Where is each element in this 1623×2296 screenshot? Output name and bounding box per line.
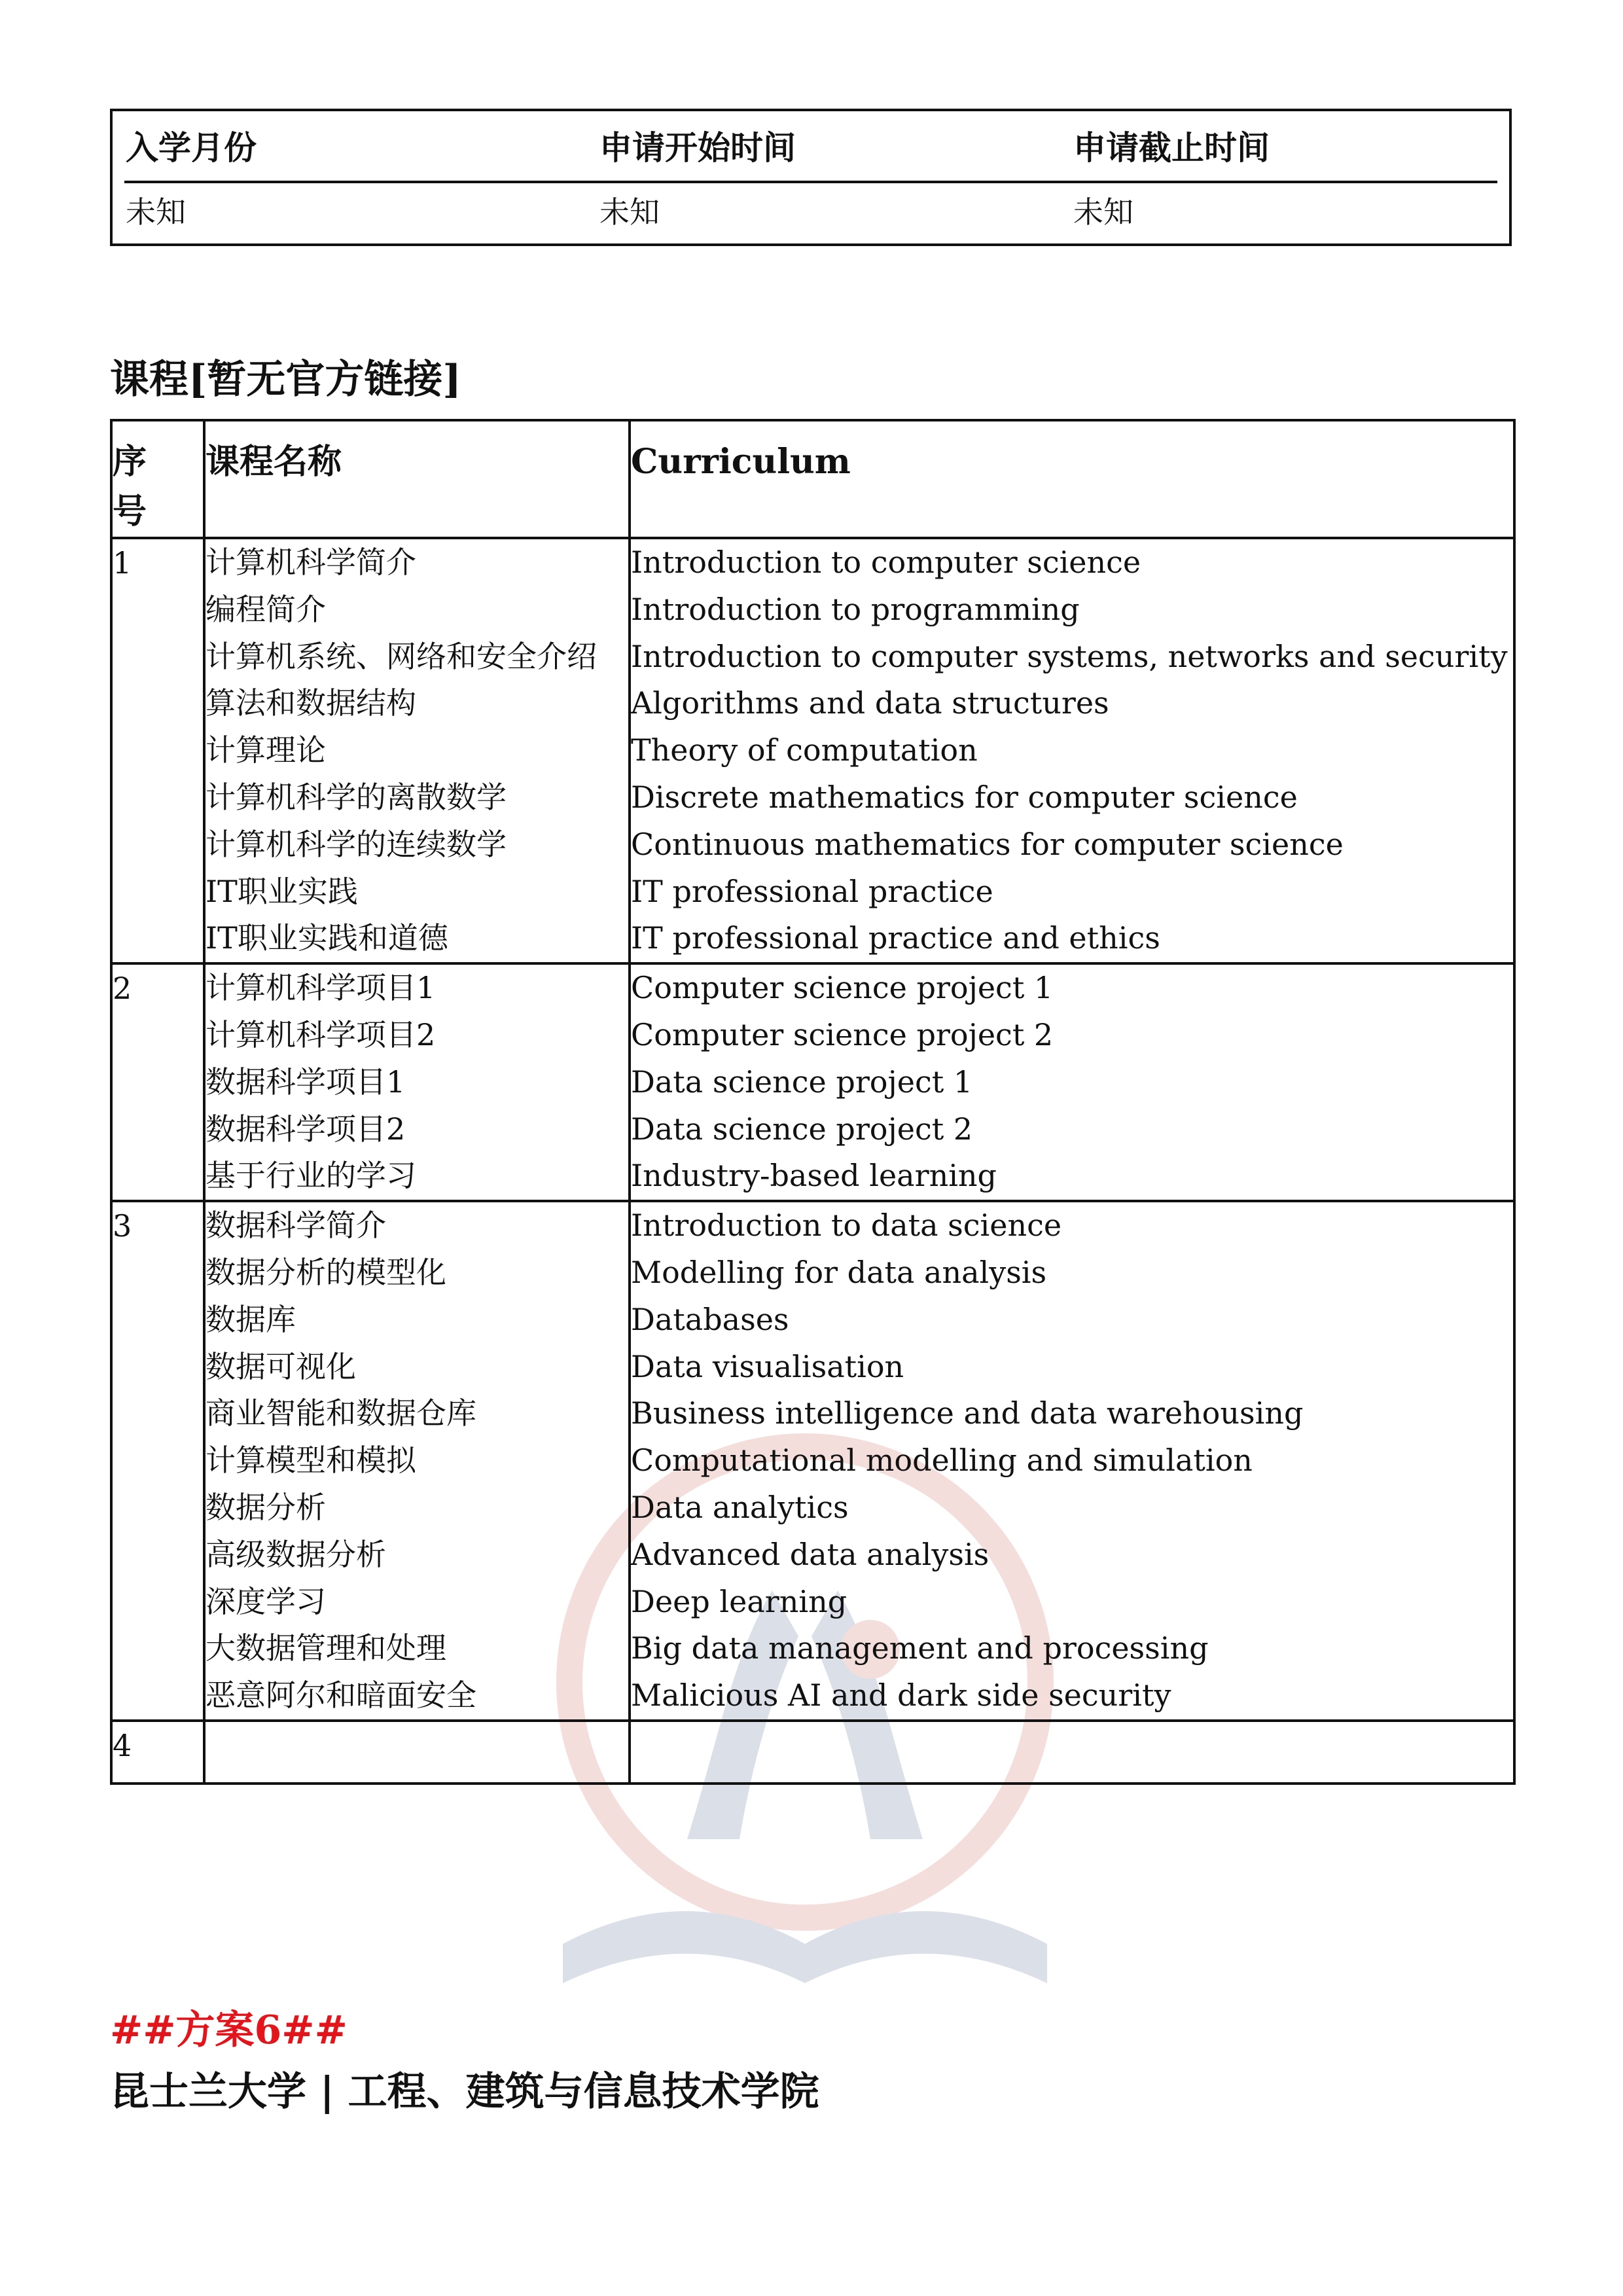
course-name-cn: 编程简介 <box>205 591 326 627</box>
course-name-cn: IT职业实践 <box>205 873 358 909</box>
row-number: 2 <box>111 963 204 1201</box>
course-names-en <box>630 963 1514 1201</box>
courses-section-title: 课程[暂无官方链接] <box>110 357 461 403</box>
curriculum-row <box>111 538 1514 963</box>
course-name-en: Data science project 2 <box>631 1111 973 1147</box>
course-name-en: Theory of computation <box>631 732 978 768</box>
course-names-en <box>630 1721 1514 1784</box>
course-name-cn: 基于行业的学习 <box>205 1158 416 1194</box>
intake-divider <box>124 181 1497 183</box>
course-name-en: Big data management and processing <box>631 1630 1209 1666</box>
header-no <box>111 420 204 538</box>
course-name-en: Advanced data analysis <box>631 1536 990 1572</box>
course-name-cn: 恶意阿尔和暗面安全 <box>205 1677 476 1713</box>
intake-header-start: 申请开始时间 <box>599 128 796 167</box>
course-name-cn: 数据可视化 <box>205 1348 356 1384</box>
course-name-cn: 计算机科学项目1 <box>205 970 436 1006</box>
course-name-cn: 数据库 <box>205 1301 296 1337</box>
course-name-cn: 数据科学项目2 <box>205 1111 406 1147</box>
header-course-name: 课程名称 <box>204 420 630 538</box>
intake-value-start: 未知 <box>599 194 660 230</box>
intake-value-deadline: 未知 <box>1073 194 1133 230</box>
course-names-en <box>630 538 1514 963</box>
course-name-cn: 高级数据分析 <box>205 1536 386 1572</box>
curriculum-row <box>111 1721 1514 1784</box>
course-name-en: Computational modelling and simulation <box>631 1443 1253 1479</box>
plan-label: ##方案6## <box>110 2007 348 2053</box>
curriculum-body <box>111 538 1514 1784</box>
course-name-cn: 深度学习 <box>205 1583 326 1619</box>
course-name-cn: 大数据管理和处理 <box>205 1630 446 1666</box>
course-name-en: Data analytics <box>631 1489 849 1525</box>
course-name-cn: 计算机系统、网络和安全介绍 <box>205 638 597 674</box>
intake-header-deadline: 申请截止时间 <box>1073 128 1270 167</box>
course-name-en: Introduction to programming <box>631 591 1080 627</box>
course-name-cn: 数据科学项目1 <box>205 1064 406 1100</box>
course-names-cn <box>204 963 630 1201</box>
course-name-cn: 计算机科学的连续数学 <box>205 826 507 862</box>
intake-table <box>110 109 1512 246</box>
course-name-en: IT professional practice and ethics <box>631 920 1160 956</box>
course-name-en: Discrete mathematics for computer science <box>631 779 1298 815</box>
course-name-en: IT professional practice <box>631 873 993 909</box>
course-name-cn: 数据科学简介 <box>205 1208 386 1244</box>
row-number: 4 <box>111 1721 204 1784</box>
course-name-en: Business intelligence and data warehousing <box>631 1395 1304 1431</box>
course-name-en: Malicious AI and dark side security <box>631 1677 1171 1713</box>
course-name-cn: 算法和数据结构 <box>205 685 416 721</box>
university-faculty-line: 昆士兰大学 | 工程、建筑与信息技术学院 <box>110 2069 819 2115</box>
course-name-cn: 商业智能和数据仓库 <box>205 1395 476 1431</box>
intake-value-month: 未知 <box>126 194 186 230</box>
curriculum-table <box>110 419 1516 1785</box>
course-name-en: Introduction to computer science <box>631 545 1141 580</box>
curriculum-row <box>111 963 1514 1201</box>
course-name-cn: 计算理论 <box>205 732 326 768</box>
course-name-cn: 数据分析 <box>205 1489 326 1525</box>
course-name-en: Introduction to data science <box>631 1208 1062 1244</box>
header-curriculum: Curriculum <box>630 420 1514 538</box>
course-name-en: Data visualisation <box>631 1348 904 1384</box>
course-names-cn <box>204 538 630 963</box>
course-name-cn: 计算机科学的离散数学 <box>205 779 507 815</box>
row-number: 3 <box>111 1201 204 1721</box>
course-name-cn: 计算机科学项目2 <box>205 1016 436 1052</box>
intake-header-month: 入学月份 <box>126 128 257 167</box>
course-name-en: Computer science project 2 <box>631 1016 1054 1052</box>
course-name-en: Data science project 1 <box>631 1064 973 1100</box>
course-names-cn <box>204 1201 630 1721</box>
curriculum-header-row <box>111 420 1514 538</box>
course-name-en: Computer science project 1 <box>631 970 1054 1006</box>
course-name-en: Industry-based learning <box>631 1158 997 1194</box>
course-names-en <box>630 1201 1514 1721</box>
course-name-en: Algorithms and data structures <box>631 685 1109 721</box>
course-name-en: Databases <box>631 1301 789 1337</box>
curriculum-row <box>111 1201 1514 1721</box>
course-name-cn: 数据分析的模型化 <box>205 1254 446 1290</box>
course-name-cn: IT职业实践和道德 <box>205 920 448 956</box>
row-number: 1 <box>111 538 204 963</box>
header-no-text: 序 号 <box>113 442 147 531</box>
course-name-cn: 计算模型和模拟 <box>205 1443 416 1479</box>
course-name-en: Modelling for data analysis <box>631 1254 1047 1290</box>
course-name-en: Deep learning <box>631 1583 847 1619</box>
course-name-cn: 计算机科学简介 <box>205 545 416 580</box>
course-name-en: Introduction to computer systems, networks and security <box>631 638 1508 674</box>
course-name-en: Continuous mathematics for computer science <box>631 826 1344 862</box>
course-names-cn <box>204 1721 630 1784</box>
